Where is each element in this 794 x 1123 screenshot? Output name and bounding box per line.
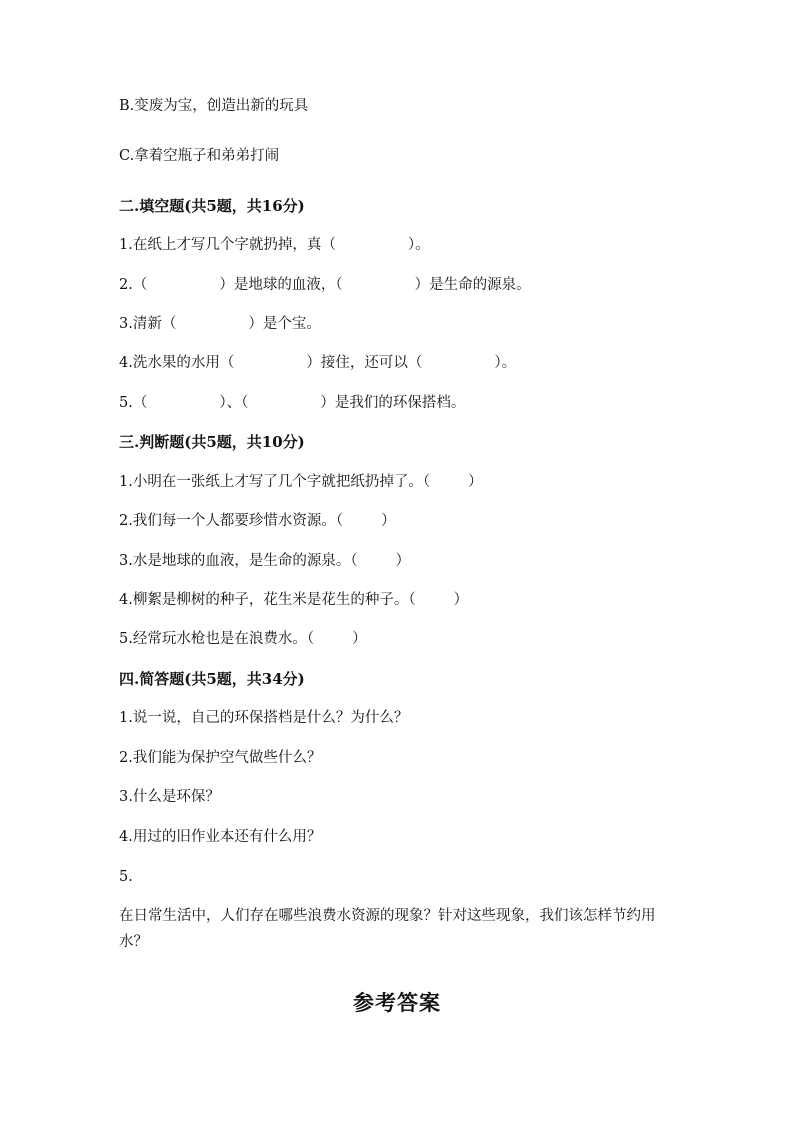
short-answer-1: 1.说一说，自己的环保搭档是什么？为什么？ [119,710,409,726]
judge-q4-post: ） [453,592,469,608]
fill-q1-post: ）。 [407,237,430,253]
choice-c: C.拿着空瓶子和弟弟打闹 [119,148,280,164]
judge-question-5 [119,629,367,649]
fill-q5-pre: 5.（ [119,395,148,411]
fill-q4-post: ）。 [494,355,517,371]
judge-question-1 [119,472,483,492]
short-answer-4: 4.用过的旧作业本还有什么用？ [119,829,322,845]
short-answer-5-text: 在日常生活中，人们存在哪些浪费水资源的现象？针对这些现象，我们该怎样节约用水？ [119,908,656,950]
judge-q4-pre: 4.柳絮是柳树的种子，花生米是花生的种子。（ [119,592,416,608]
fill-question-2 [119,275,531,295]
fill-question-5 [119,393,465,413]
short-answer-2: 2.我们能为保护空气做些什么？ [119,750,322,766]
choice-b: B.变废为宝，创造出新的玩具 [119,98,309,114]
judge-question-4 [119,590,468,610]
answer-key-title: 参考答案 [353,990,441,1015]
fill-q3-pre: 3.清新（ [119,316,177,332]
fill-q5-post: ）是我们的环保搭档。 [320,395,466,411]
fill-q4-pre: 4.洗水果的水用（ [119,355,235,371]
judge-q3-post: ） [395,553,411,569]
judge-q1-pre: 1.小明在一张纸上才写了几个字就把纸扔掉了。（ [119,474,431,490]
short-answer-3: 3.什么是环保？ [119,789,220,805]
fill-q5-mid: ）、（ [219,395,249,411]
section-judge-title: 三.判断题(共5题，共10分) [119,433,305,451]
section-fill-title: 二.填空题(共5题，共16分) [119,197,305,215]
section-short-answer-title: 四.简答题(共5题，共34分) [119,670,305,688]
fill-question-1 [119,235,430,255]
judge-q5-pre: 5.经常玩水枪也是在浪费水。（ [119,631,315,647]
judge-q2-pre: 2.我们每一个人都要珍惜水资源。（ [119,513,344,529]
fill-q2-post: ）是生命的源泉。 [414,277,531,293]
fill-q2-pre: 2.（ [119,277,148,293]
judge-q3-pre: 3.水是地球的血液，是生命的源泉。（ [119,553,358,569]
judge-q2-post: ） [381,513,396,529]
fill-q4-mid: ）接住，还可以（ [306,355,423,371]
fill-q3-post: ）是个宝。 [248,316,321,332]
fill-q1-pre: 1.在纸上才写几个字就扔掉，真（ [119,237,336,253]
fill-q2-mid: ）是地球的血液，（ [219,277,343,293]
judge-q5-post: ） [352,631,367,647]
judge-q1-post: ） [468,474,483,490]
judge-question-2 [119,511,396,531]
judge-question-3 [119,551,410,571]
short-answer-5-number: 5. [119,869,133,885]
fill-question-4 [119,353,516,373]
fill-question-3 [119,314,321,334]
